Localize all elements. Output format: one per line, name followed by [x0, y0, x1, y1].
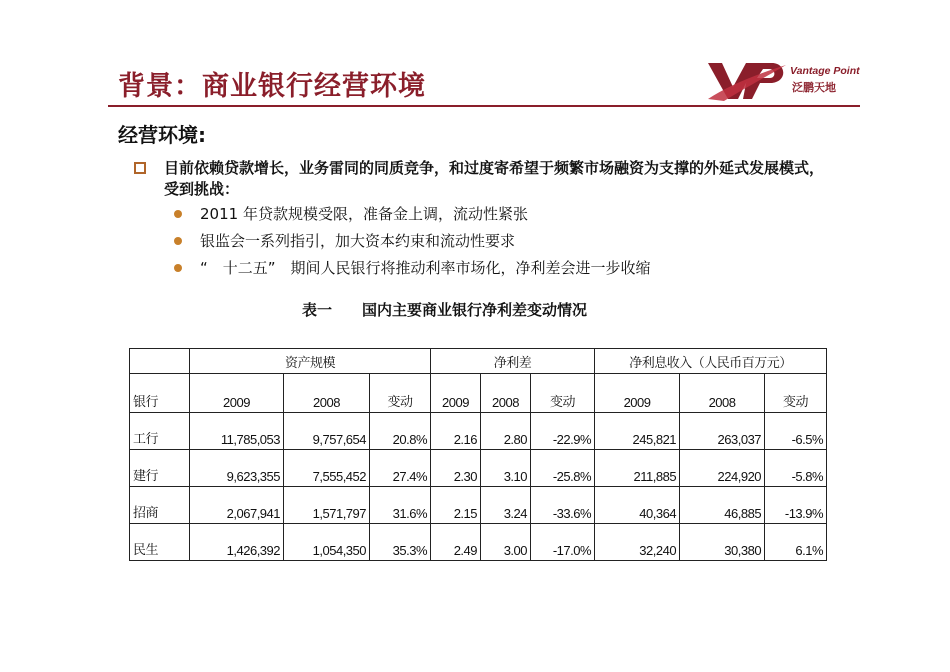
table-cell: 7,555,452 [284, 450, 370, 487]
sub-bullet-1: 2011 年贷款规模受限，准备金上调，流动性紧张 [200, 205, 528, 223]
table-cell: 1,054,350 [284, 524, 370, 561]
bank-name-cell: 招商 [130, 487, 190, 524]
table-row [130, 450, 827, 487]
section-heading: 经营环境: [118, 123, 206, 147]
page-title: 背景：商业银行经营环境 [118, 71, 426, 102]
table-cell: 2.16 [431, 413, 481, 450]
table-cell: 1,571,797 [284, 487, 370, 524]
column-header: 变动 [370, 374, 431, 413]
table-cell: 2,067,941 [190, 487, 284, 524]
table-cell: 245,821 [595, 413, 680, 450]
main-bullet [134, 158, 824, 200]
main-bullet-text: 目前依赖贷款增长，业务雷同的同质竞争，和过度寄希望于频繁市场融资为支撑的外延式发展模式，受到挑战： [164, 159, 825, 198]
logo-text-cn: 泛鹏天地 [792, 81, 836, 94]
circle-bullet-icon [174, 210, 182, 218]
bank-name-cell: 民生 [130, 524, 190, 561]
table-cell: -25.8% [531, 450, 595, 487]
table-cell: -22.9% [531, 413, 595, 450]
table-cell: 9,623,355 [190, 450, 284, 487]
sub-bullet-3: “ 十二五” 期间人民银行将推动利率市场化，净利差会进一步收缩 [200, 259, 651, 277]
table-corner-cell [130, 349, 190, 374]
table-cell: 2.49 [431, 524, 481, 561]
table-caption: 表一 国内主要商业银行净利差变动情况 [302, 301, 588, 319]
table-cell: 1,426,392 [190, 524, 284, 561]
table-cell: 11,785,053 [190, 413, 284, 450]
table-cell: 6.1% [765, 524, 827, 561]
table-cell: 46,885 [680, 487, 765, 524]
column-header: 2008 [481, 374, 531, 413]
table-cell: 2.15 [431, 487, 481, 524]
table-cell: -33.6% [531, 487, 595, 524]
table-cell: 3.00 [481, 524, 531, 561]
table-cell: 31.6% [370, 487, 431, 524]
group-header-net-margin: 净利差 [431, 349, 595, 374]
column-header: 2008 [284, 374, 370, 413]
logo-text-en: Vantage Point [790, 65, 860, 77]
table-cell: 3.24 [481, 487, 531, 524]
column-header: 2009 [190, 374, 284, 413]
table-cell: 263,037 [680, 413, 765, 450]
table-cell: 2.80 [481, 413, 531, 450]
table-cell: 3.10 [481, 450, 531, 487]
net-interest-margin-table [129, 348, 827, 561]
column-header: 2009 [595, 374, 680, 413]
vp-logo-icon [706, 57, 788, 103]
table-row [130, 487, 827, 524]
column-header: 2009 [431, 374, 481, 413]
table-cell: 2.30 [431, 450, 481, 487]
circle-bullet-icon [174, 264, 182, 272]
vantage-point-logo [706, 57, 866, 103]
table-row [130, 524, 827, 561]
table-cell: 211,885 [595, 450, 680, 487]
table-cell: 35.3% [370, 524, 431, 561]
table-cell: 9,757,654 [284, 413, 370, 450]
table-cell: -6.5% [765, 413, 827, 450]
table-cell: 32,240 [595, 524, 680, 561]
title-divider [108, 105, 860, 107]
column-header: 变动 [765, 374, 827, 413]
column-header: 2008 [680, 374, 765, 413]
bank-name-cell: 工行 [130, 413, 190, 450]
circle-bullet-icon [174, 237, 182, 245]
table-cell: 20.8% [370, 413, 431, 450]
bank-name-cell: 建行 [130, 450, 190, 487]
table-group-header-row [130, 349, 827, 374]
column-header: 银行 [130, 374, 190, 413]
table-cell: -5.8% [765, 450, 827, 487]
square-bullet-icon [134, 162, 146, 174]
table-column-header-row [130, 374, 827, 413]
sub-bullet-2: 银监会一系列指引，加大资本约束和流动性要求 [200, 232, 516, 250]
table-cell: 27.4% [370, 450, 431, 487]
table-cell: 30,380 [680, 524, 765, 561]
table-cell: -13.9% [765, 487, 827, 524]
group-header-net-interest-income: 净利息收入（人民币百万元） [595, 349, 827, 374]
table-cell: 40,364 [595, 487, 680, 524]
table-cell: 224,920 [680, 450, 765, 487]
table-cell: -17.0% [531, 524, 595, 561]
table-row [130, 413, 827, 450]
column-header: 变动 [531, 374, 595, 413]
group-header-asset-scale: 资产规模 [190, 349, 431, 374]
